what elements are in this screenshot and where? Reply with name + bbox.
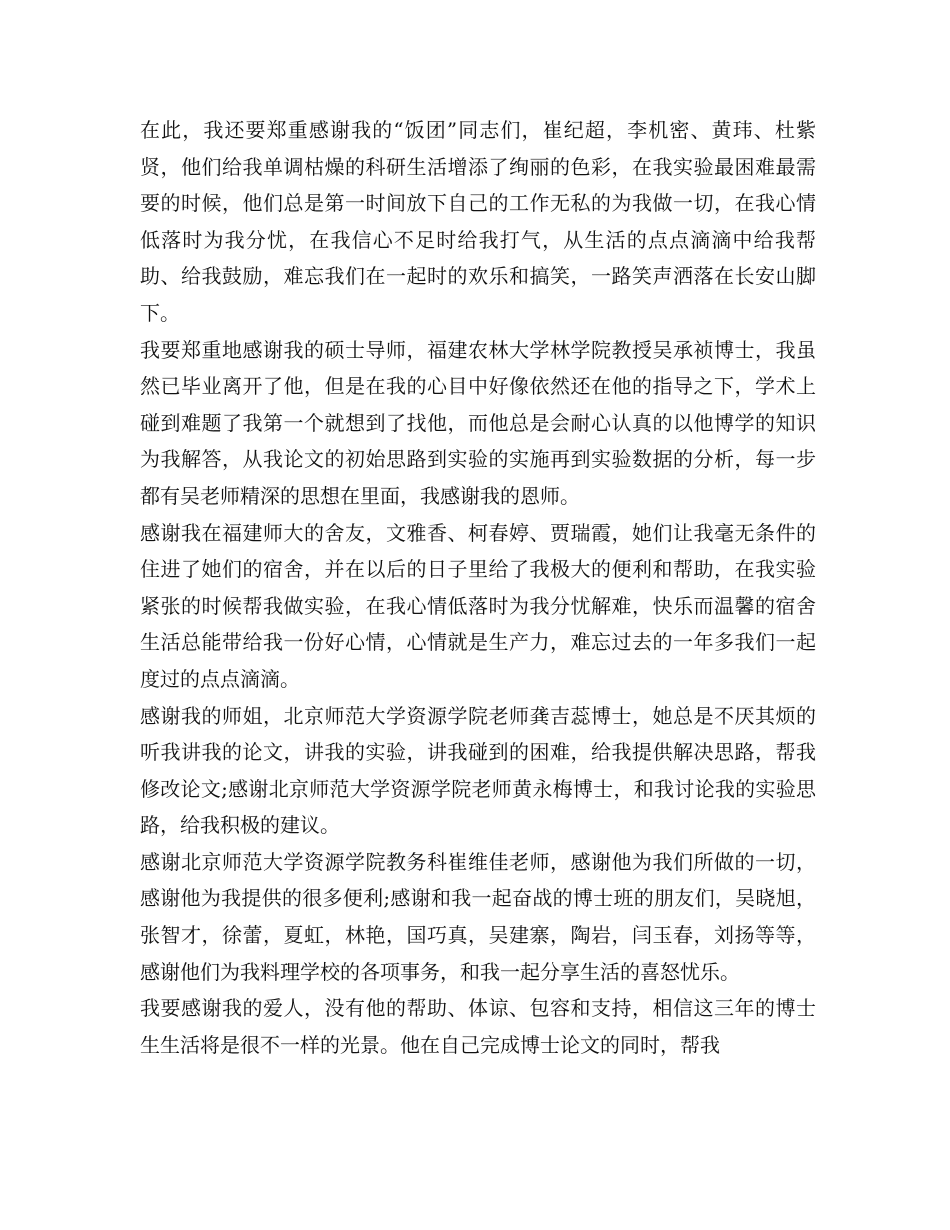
paragraph-advisor-thanks: 我要郑重地感谢我的硕士导师，福建农林大学林学院教授吴承祯博士，我虽然已毕业离开了他，但是在我的心目中好像依然还在他的指导之下，学术上碰到难题了我第一个就想到了找他，而他总是会耐心认真的以他博学的知识为我解答，从我论文的初始思路到实验的实施再到实验数据的分析，每一步都有吴老师精深的思想在里面，我感谢我的恩师。 [140,337,816,508]
document-body [140,112,816,1063]
paragraph-spouse-thanks: 我要感谢我的爱人，没有他的帮助、体谅、包容和支持，相信这三年的博士生生活将是很不一样的光景。他在自己完成博士论文的同时，帮我 [140,996,816,1057]
paragraph-roommates-thanks: 感谢我在福建师大的舍友，文雅香、柯春婷、贾瑞霞，她们让我毫无条件的住进了她们的宿舍，并在以后的日子里给了我极大的便利和帮助，在我实验紧张的时候帮我做实验，在我心情低落时为我分忧解难，快乐而温馨的宿舍生活总能带给我一份好心情，心情就是生产力，难忘过去的一年多我们一起度过的点点滴滴。 [140,520,816,691]
paragraph-senior-sister-thanks: 感谢我的师姐，北京师范大学资源学院老师龚吉蕊博士，她总是不厌其烦的听我讲我的论文，讲我的实验，讲我碰到的困难，给我提供解决思路，帮我修改论文;感谢北京师范大学资源学院老师黄永梅博士，和我讨论我的实验思路，给我积极的建议。 [140,703,816,838]
paragraph-fantuan-thanks: 在此，我还要郑重感谢我的“饭团”同志们，崔纪超，李机密、黄玮、杜紫贤，他们给我单调枯燥的科研生活增添了绚丽的色彩，在我实验最困难最需要的时候，他们总是第一时间放下自己的工作无私的为我做一切，在我心情低落时为我分忧，在我信心不足时给我打气，从生活的点点滴滴中给我帮助、给我鼓励，难忘我们在一起时的欢乐和搞笑，一路笑声洒落在长安山脚下。 [140,118,816,325]
paragraph-classmates-thanks: 感谢北京师范大学资源学院教务科崔维佳老师，感谢他为我们所做的一切，感谢他为我提供的很多便利;感谢和我一起奋战的博士班的朋友们，吴晓旭，张智才，徐蕾，夏虹，林艳，国巧真，吴建寨，陶岩，闫玉春，刘扬等等，感谢他们为我料理学校的各项事务，和我一起分享生活的喜怒忧乐。 [140,849,816,984]
